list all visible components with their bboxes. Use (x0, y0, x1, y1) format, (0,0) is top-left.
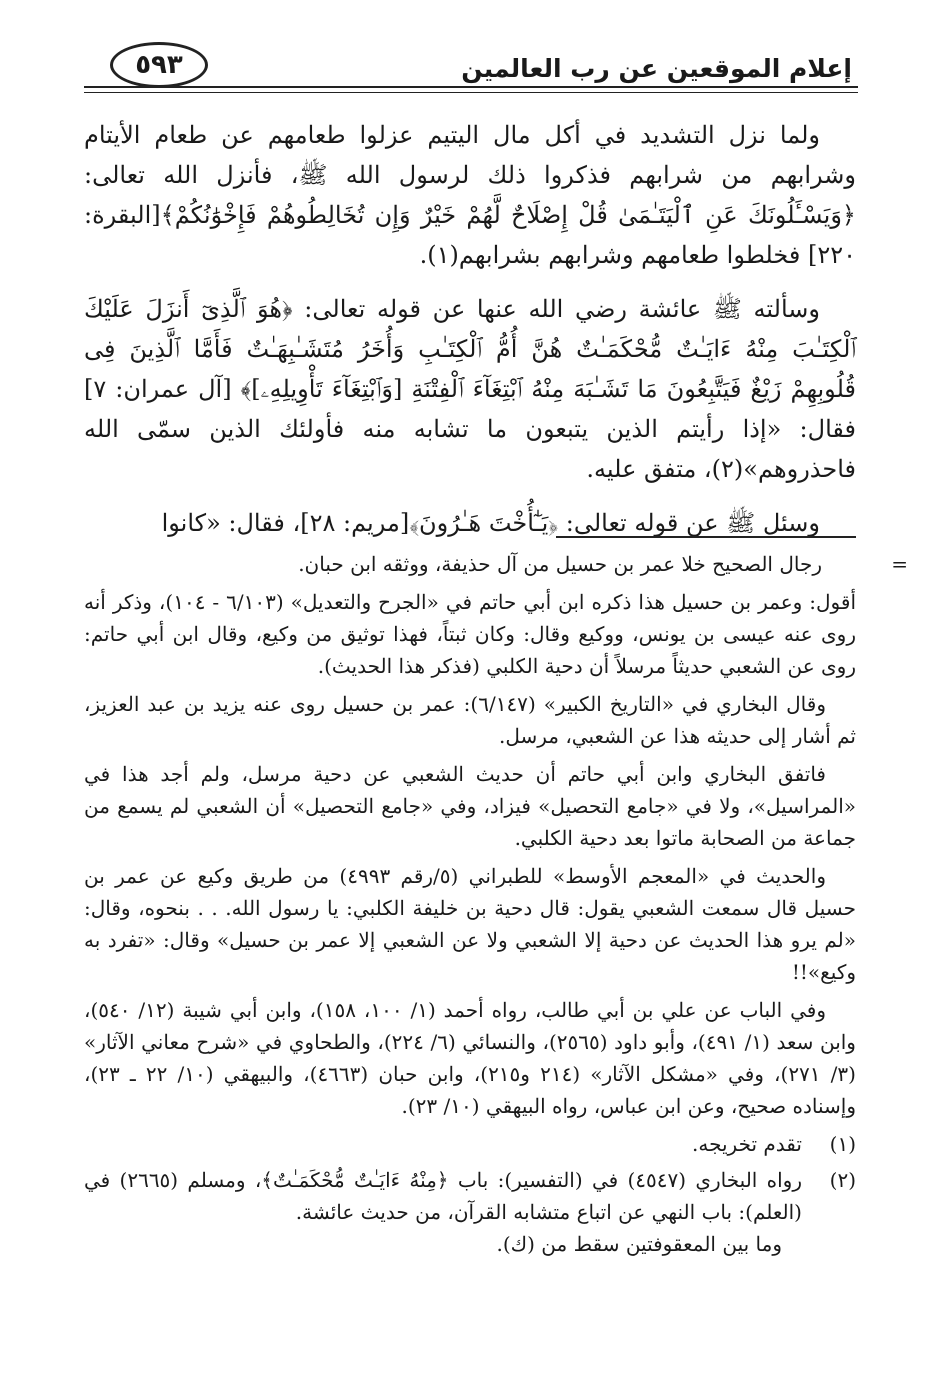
footnote-number: (٢) (829, 1168, 856, 1192)
note-paragraph: رجال الصحيح خلا عمر بن حسيل من آل حذيفة، ووثقه ابن حبان. (298, 552, 822, 576)
note-paragraph: وفي الباب عن علي بن أبي طالب، رواه أحمد (١/ ١٠٠، ١٥٨)، وابن أبي شيبة (١٢/ ٥٤٠)، وابن سعد (١/ ٤٩١)، وأبو داود (٢٥٦٥)، والنسائي (٦/ ٢٢٤)، والطحاوي في «شرح معاني الآثار» (٣/ ٢٧١)، وفي «مشكل الآثار» (٢١٤ و٢١٥)، وابن حبان (٤٦٦٣)، والبيهقي (١٠/ ٢٢ ـ ٢٣)، وإسناده صحيح، وعن ابن عباس، رواه البيهقي (١٠/ ٢٣). (84, 998, 856, 1118)
note-continuation (84, 548, 908, 580)
main-paragraph: ولما نزل التشديد في أكل مال اليتيم عزلوا طعامهم عن طعام الأيتام وشرابهم من شرابهم فذكروا ذلك لرسول الله ﷺ، فأنزل الله تعالى: ﴿وَيَسْـَٔلُونَكَ عَنِ ٱلْيَتَـٰمَىٰ قُلْ إِصْلَاحٌ لَّهُمْ خَيْرٌ وَإِن تُخَالِطُوهُمْ فَإِخْوَٰنُكُمْ﴾[البقرة: ٢٢٠] فخلطوا طعامهم وشرابهم بشرابهم(١). (84, 121, 856, 269)
footnote-text: رواه البخاري (٤٥٤٧) في (التفسير): باب ﴿مِنْهُ ءَايَـٰتٌ مُّحْكَمَـٰتٌ﴾، ومسلم (٢٦٦٥) في (العلم): باب النهي عن اتباع متشابه القرآن، من حديث عائشة. (84, 1168, 802, 1224)
running-title: إعلام الموقعين عن رب العالمين (461, 54, 852, 83)
footnote-separator (556, 536, 856, 538)
note-paragraph: والحديث في «المعجم الأوسط» للطبراني (٥/رقم ٤٩٩٣) من طريق وكيع عن عمر بن حسيل قال سمعت الشعبي يقول: قال دحية بن خليفة الكلبي: يا رسول الله. . . بنحوه، وقال: «لم يرو هذا الحديث عن دحية إلا الشعبي ولا عن الشعبي إلا عمر بن حسيل» وقال: «تفرد به وكيع»!! (84, 864, 856, 984)
header-rule (84, 86, 858, 88)
footnote-text: تقدم تخريجه. (692, 1132, 802, 1156)
footnote-subnote: وما بين المعقوفتين سقط من (ك). (496, 1232, 782, 1256)
footnote-1 (84, 1128, 856, 1160)
footnotes-section (84, 548, 908, 1264)
footnote-2 (84, 1164, 856, 1260)
page-number: ٥٩٣ (110, 42, 208, 88)
note-paragraph: أقول: وعمر بن حسيل هذا ذكره ابن أبي حاتم في «الجرح والتعديل» (٦/١٠٣ - ١٠٤)، وذكر أنه روى عنه عيسى بن يونس، ووكيع وقال: وكان ثبتاً، فهذا توثيق من وكيع، وقال ابن أبي حاتم: روى عن الشعبي حديثاً مرسلاً أن دحية الكلبي (فذكر هذا الحديث). (84, 590, 856, 678)
note-paragraph: فاتفق البخاري وابن أبي حاتم أن حديث الشعبي عن دحية مرسل، ولم أجد هذا في «المراسيل»، ولا في «جامع التحصيل» فيزاد، وفي «جامع التحصيل» أن الشعبي لم يسمع من جماعة من الصحابة ماتوا بعد دحية الكلبي. (84, 762, 856, 850)
page-header (84, 42, 858, 98)
main-paragraph: وسألته ﷺ عائشة رضي الله عنها عن قوله تعالى: ﴿هُوَ ٱلَّذِىٓ أَنزَلَ عَلَيْكَ ٱلْكِتَـٰبَ مِنْهُ ءَايَـٰتٌ مُّحْكَمَـٰتٌ هُنَّ أُمُّ ٱلْكِتَـٰبِ وَأُخَرُ مُتَشَـٰبِهَـٰتٌ فَأَمَّا ٱلَّذِينَ فِى قُلُوبِهِمْ زَيْغٌ فَيَتَّبِعُونَ مَا تَشَـٰبَهَ مِنْهُ ٱبْتِغَآءَ ٱلْفِتْنَةِ [وَٱبْتِغَآءَ تَأْوِيلِهِۦ]﴾ [آل عمران: ٧] فقال: «إذا رأيتم الذين يتبعون ما تشابه منه فأولئك الذين سمّى الله فاحذروهم»(٢)، متفق عليه. (84, 295, 856, 483)
main-text (84, 115, 856, 557)
main-paragraph: وسئل ﷺ عن قوله تعالى: ﴿يَـٰٓأُخْتَ هَـٰرُونَ﴾[مريم: ٢٨]، فقال: «كانوا (161, 509, 820, 537)
footnote-number: (١) (829, 1132, 856, 1156)
header-rule-thin (84, 92, 858, 93)
continuation-mark: = (891, 552, 908, 576)
note-paragraph: وقال البخاري في «التاريخ الكبير» (٦/١٤٧): عمر بن حسيل روى عنه يزيد بن عبد العزيز، ثم أشار إلى حديثه هذا عن الشعبي، مرسل. (84, 692, 856, 748)
